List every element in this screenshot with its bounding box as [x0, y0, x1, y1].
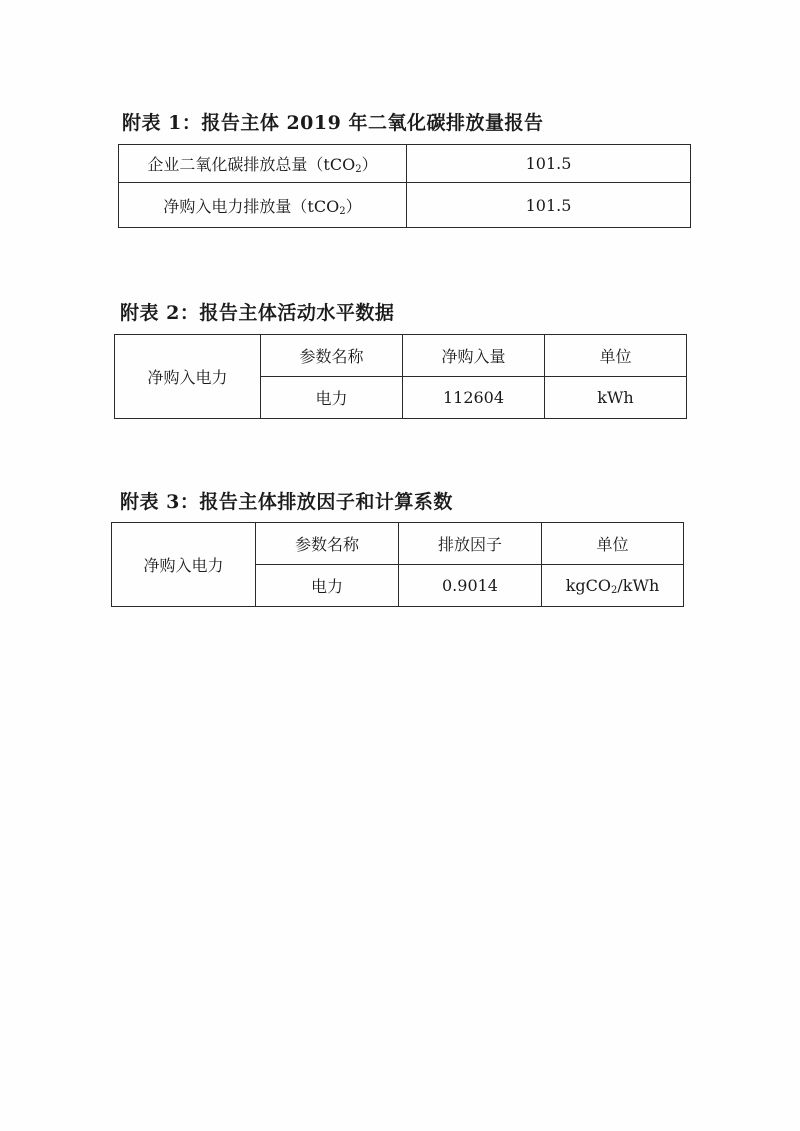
cell-parameter: 电力	[261, 377, 403, 419]
cell-emission-factor: 0.9014	[399, 565, 542, 607]
cell-parameter: 电力	[256, 565, 399, 607]
table-row	[119, 145, 691, 183]
table-row	[119, 183, 691, 228]
table-row	[115, 335, 687, 377]
header-parameter-name: 参数名称	[261, 335, 403, 377]
cell-unit: kWh	[545, 377, 687, 419]
row-label-net-purchased-electricity: 净购入电力	[115, 335, 261, 419]
activity-data-table	[114, 334, 687, 419]
header-unit: 单位	[545, 335, 687, 377]
cell-unit: kgCO$_2$/kWh	[542, 565, 684, 607]
header-parameter-name: 参数名称	[256, 523, 399, 565]
emission-report-table	[118, 144, 691, 228]
electricity-emission-value: 101.5	[407, 183, 691, 228]
header-emission-factor: 排放因子	[399, 523, 542, 565]
total-emission-value: 101.5	[407, 145, 691, 183]
emission-factor-table	[111, 522, 684, 607]
total-emission-label: 企业二氧化碳排放总量（tCO$_2$）	[119, 145, 407, 183]
header-net-purchase: 净购入量	[403, 335, 545, 377]
table-row	[112, 523, 684, 565]
table3-caption: 附表 3：报告主体排放因子和计算系数	[120, 491, 453, 513]
header-unit: 单位	[542, 523, 684, 565]
row-label-net-purchased-electricity: 净购入电力	[112, 523, 256, 607]
table2-caption: 附表 2：报告主体活动水平数据	[120, 302, 395, 324]
electricity-emission-label: 净购入电力排放量（tCO$_2$）	[119, 183, 407, 228]
table1-caption: 附表 1：报告主体 2019 年二氧化碳排放量报告	[122, 112, 544, 134]
cell-net-purchase: 112604	[403, 377, 545, 419]
